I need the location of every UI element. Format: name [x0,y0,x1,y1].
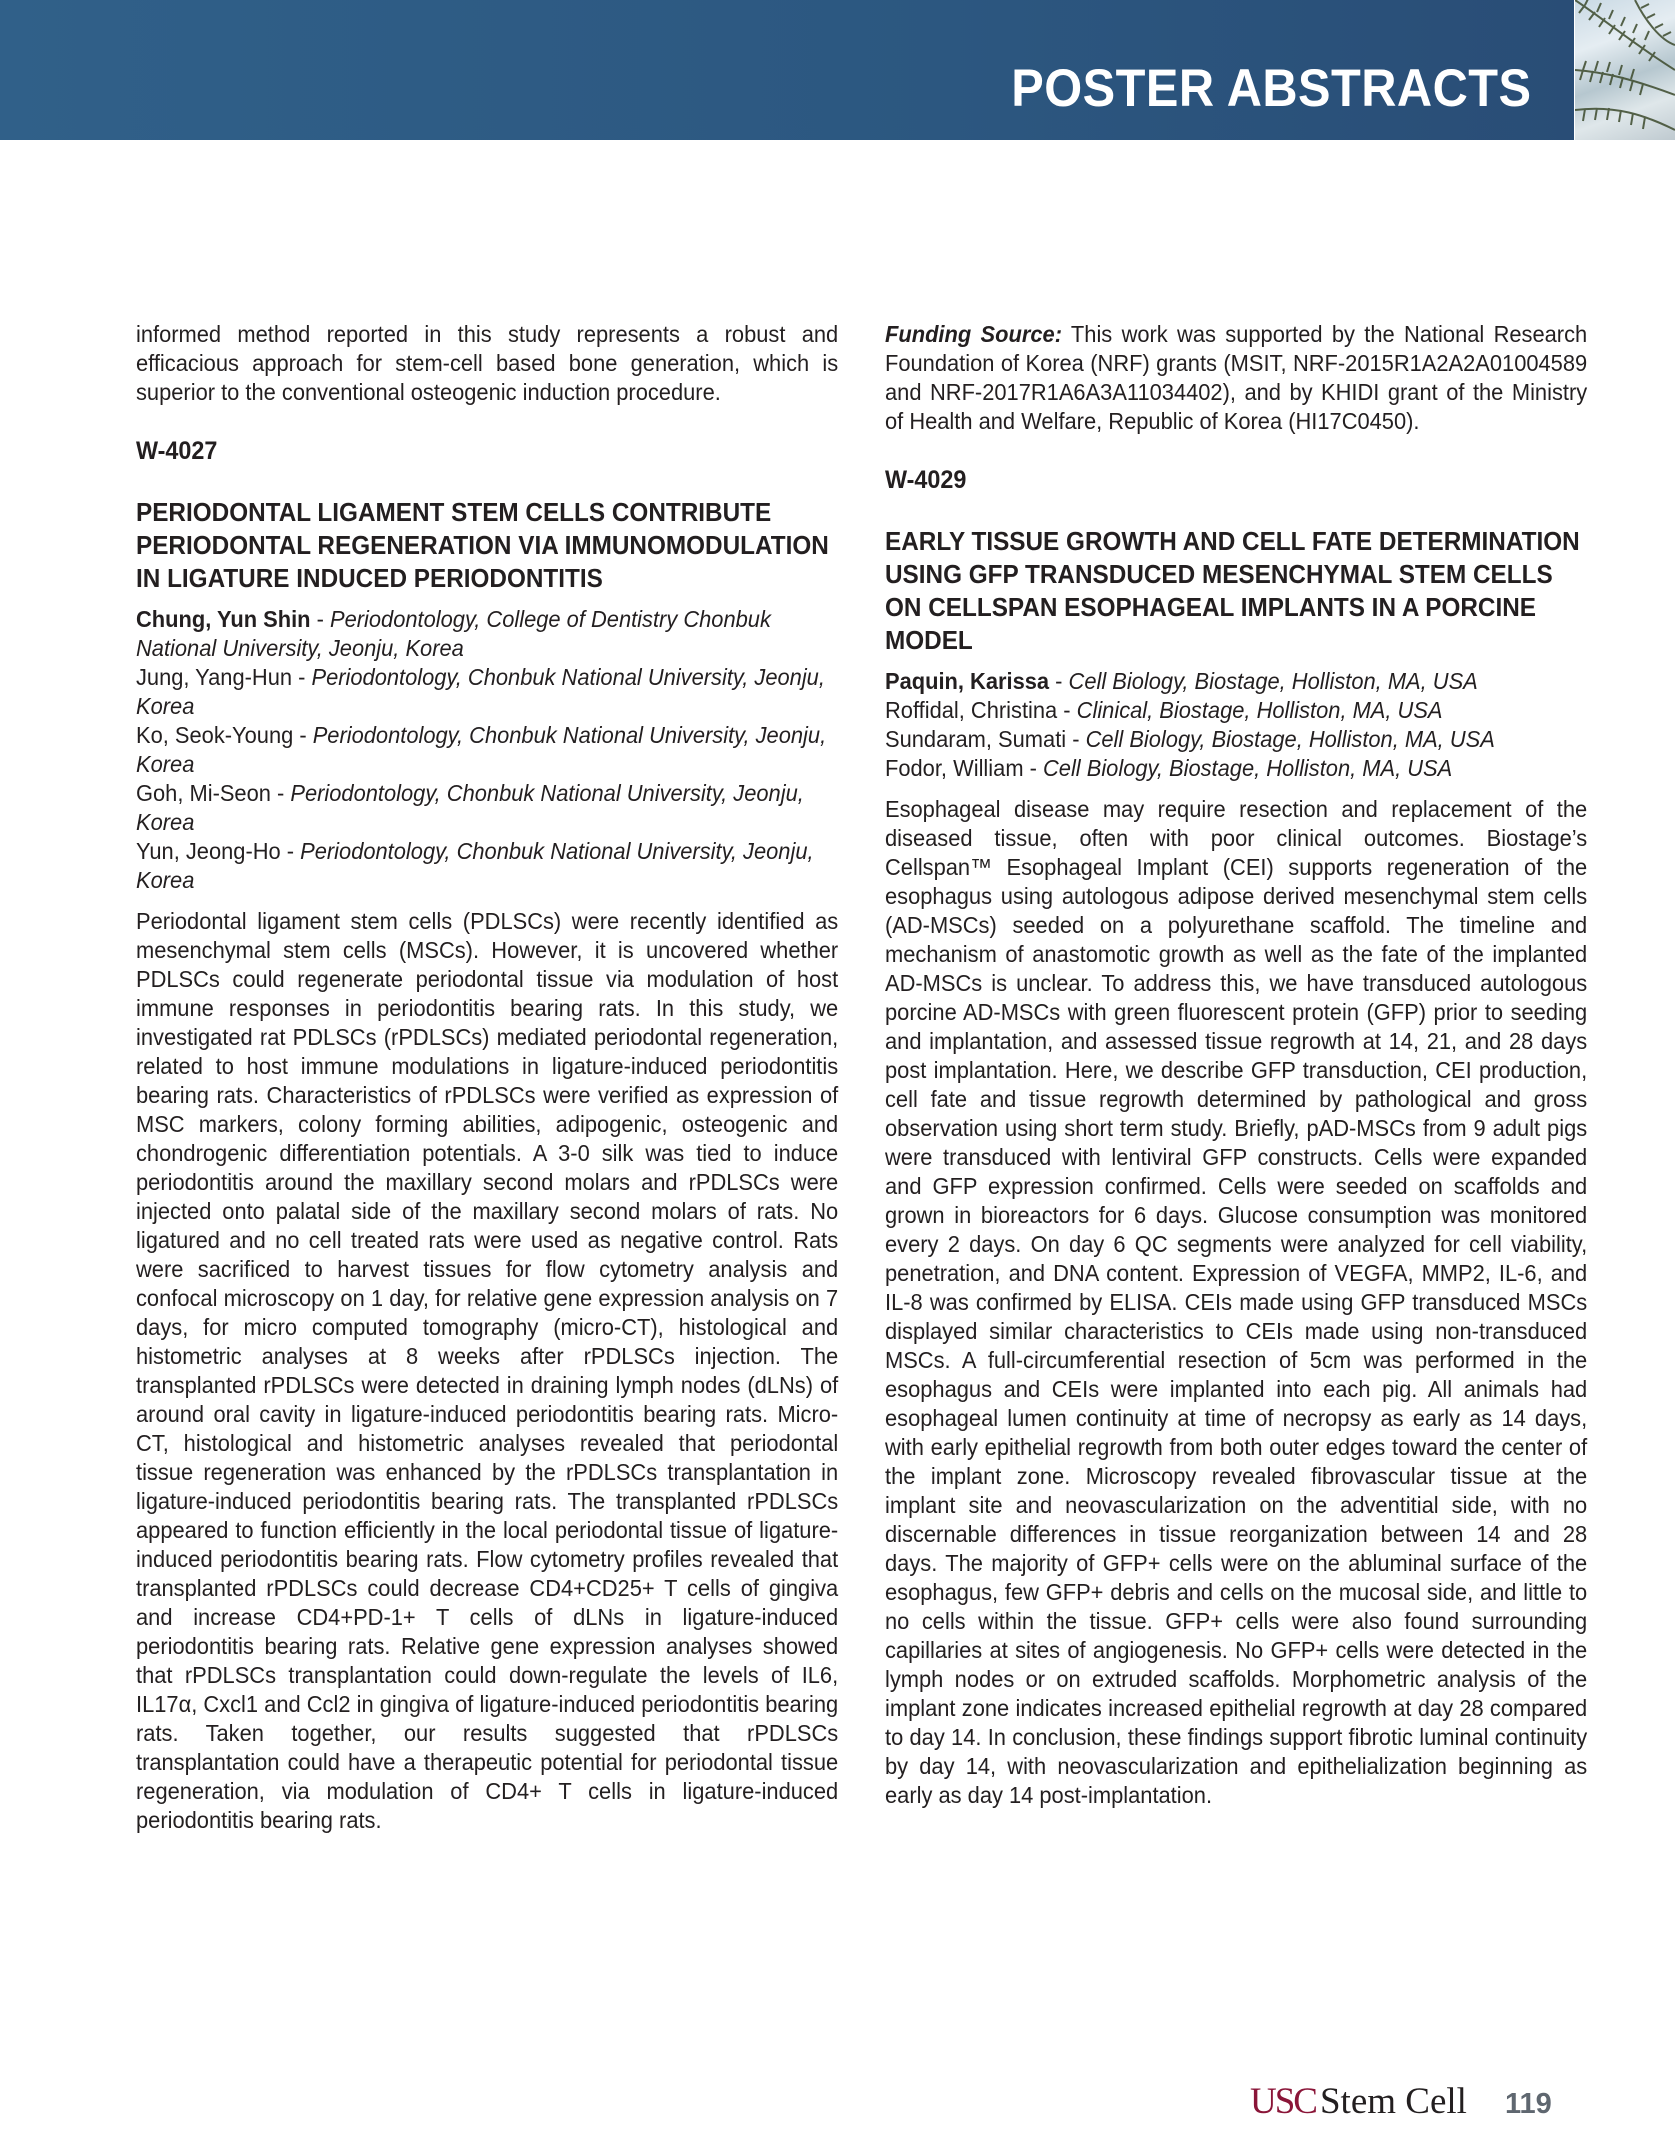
footer [1250,2080,1552,2120]
funding-label: Funding Source: [885,321,1062,347]
author-name: Goh, Mi-Seon [136,780,271,806]
author-name: Roffidal, Christina [885,697,1058,723]
author-separator: - [1057,697,1077,723]
author-affiliation: Periodontology, Chonbuk National University, Jeonju, Korea [136,780,804,835]
author-separator: - [293,722,313,748]
author-name: Fodor, William [885,755,1024,781]
author-list [136,605,838,895]
author-separator: - [1066,726,1086,752]
author-separator: - [280,838,301,864]
author-affiliation: Cell Biology, Biostage, Holliston, MA, USA [1068,668,1478,694]
continuation-text: informed method reported in this study represents a robust and efficacious approach for stem-cell based bone generation, which is superior to the conventional osteogenic induction procedure. [136,321,839,405]
usc-logo: USC [1250,2081,1316,2122]
author-affiliation: Periodontology, Chonbuk National University, Jeonju, Korea [136,838,814,893]
author-separator: - [1023,755,1043,781]
abstract-id: W-4027 [136,437,218,465]
author-entry [136,663,838,721]
author-entry [885,667,1587,696]
header-band [0,0,1574,140]
author-name: Ko, Seok-Young [136,722,294,748]
abstract-body: Esophageal disease may require resection and replacement of the diseased tissue, often with poor clinical outcomes. Biostage’s Cellspan™ Esophageal Implant (CEI) supports regeneration of the esophagus using autologous adipose derived mesenchymal stem cells (AD-MSCs) seeded on a polyurethane scaffold. The timeline and mechanism of anastomotic growth as well as the fate of the implanted AD-MSCs is unclear. To address this, we have transduced autologous porcine AD-MSCs with green fluorescent protein (GFP) prior to seeding and implantation, and assessed tissue regrowth at 14, 21, and 28 days post implantation. Here, we describe GFP transduction, CEI production, cell fate and tissue regrowth determined by pathological and gross observation using short term study. Briefly, pAD-MSCs from 9 adult pigs were transduced with lentiviral GFP constructs. Cells were expanded and GFP expression confirmed. Cells were seeded on scaffolds and grown in bioreactors for 6 days. Glucose consumption was monitored every 2 days. On day 6 QC segments were analyzed for cell viability, penetration, and DNA content. Expression of VEGFA, MMP2, IL-6, and IL-8 was confirmed by ELISA. CEIs made using GFP transduced MSCs displayed similar characteristics to CEIs made using non-transduced MSCs. A full-circumferential resection of 5cm was performed in the esophagus and CEIs were implanted into each pig. All animals had esophageal lumen continuity at time of necropsy as early as 14 days, with early epithelial regrowth from both outer edges toward the center of the implant zone. Microscopy revealed fibrovascular tissue at the implant site and neovascularization on the adventitial side, with no discernable differences in tissue reorganization between 14 and 28 days. The majority of GFP+ cells were on the abluminal surface of the esophagus, few GFP+ debris and cells on the mucosal side, and little to no cells within the tissue. GFP+ cells were also found surrounding capillaries at sites of angiogenesis. No GFP+ cells were detected in the lymph nodes or on extruded scaffolds. Morphometric analysis of the implant zone indicates increased epithelial regrowth at day 28 compared to day 14. In conclusion, these findings support fibrotic luminal continuity by day 14, with neovascularization and epithelialization beginning as early as day 14 post-implantation. [885,796,1588,1808]
stem-cell-logo-text: Stem Cell [1319,2081,1467,2122]
author-affiliation: Periodontology, College of Dentistry Chonbuk National University, Jeonju, Korea [136,606,771,661]
author-list [885,667,1587,783]
author-entry [885,696,1587,725]
author-entry [136,721,838,779]
abstract-body: Periodontal ligament stem cells (PDLSCs) were recently identified as mesenchymal stem cells (MSCs). However, it is uncovered whether PDLSCs could regenerate periodontal tissue via modulation of host immune responses in periodontitis bearing rats. In this study, we investigated rat PDLSCs (rPDLSCs) mediated periodontal regeneration, related to host immune modulations in ligature-induced periodontitis bearing rats. Characteristics of rPDLSCs were verified as expression of MSC markers, colony forming abilities, adipogenic, osteogenic and chondrogenic differentiation potentials. A 3-0 silk was tied to induce periodontitis around the maxillary second molars and rPDLSCs were injected onto palatal side of the maxillary second molars of rats. No ligatured and no cell treated rats were used as negative control. Rats were sacrificed to harvest tissues for flow cytometry analysis and confocal microscopy on 1 day, for relative gene expression analysis on 7 days, for micro computed tomography (micro-CT), histological and histometric analyses at 8 weeks after rPDLSCs injection. The transplanted rPDLSCs were detected in draining lymph nodes (dLNs) of around oral cavity in ligature-induced periodontitis bearing rats. Micro-CT, histological and histometric analyses revealed that periodontal tissue regeneration was enhanced by the rPDLSCs transplantation in ligature-induced periodontitis bearing rats. The transplanted rPDLSCs appeared to function efficiently in the local periodontal tissue of ligature-induced periodontitis bearing rats. Flow cytometry profiles revealed that transplanted rPDLSCs could decrease CD4+CD25+ T cells of gingiva and increase CD4+PD-1+ T cells of dLNs in ligature-induced periodontitis bearing rats. Relative gene expression analyses showed that rPDLSCs transplantation could down-regulate the levels of IL6, IL17α, Cxcl1 and Ccl2 in gingiva of ligature-induced periodontitis bearing rats. Taken together, our results suggested that rPDLSCs transplantation could have a therapeutic potential for periodontal tissue regeneration, via modulation of CD4+ T cells in ligature-induced periodontitis bearing rats. [136,908,839,1833]
author-entry [136,837,838,895]
funding-text: This work was supported by the National Research Foundation of Korea (NRF) grants (MSIT, NRF-2015R1A2A2A01004589 and NRF-2017R1A6A3A11034402), and by KHIDI grant of the Ministry of Health and Welfare, Republic of Korea (HI17C0450). [885,321,1588,434]
author-name: Yun, Jeong-Ho [136,838,281,864]
author-name: Sundaram, Sumati [885,726,1067,752]
author-name: Jung, Yang-Hun [136,664,293,690]
author-entry [136,779,838,837]
section-title: POSTER ABSTRACTS [1011,59,1532,118]
author-affiliation: Periodontology, Chonbuk National University, Jeonju, Korea [136,722,827,777]
author-entry [885,725,1587,754]
author-separator: - [1049,668,1069,694]
abstract-id: W-4029 [885,466,967,494]
author-name: Paquin, Karissa [885,668,1050,694]
author-entry [885,754,1587,783]
funding-source [885,320,1587,436]
left-column [136,320,838,1835]
author-entry [136,605,838,663]
author-affiliation: Cell Biology, Biostage, Holliston, MA, USA [1085,726,1495,752]
author-separator: - [292,664,312,690]
page-number: 119 [1504,2088,1552,2120]
abstract-title: PERIODONTAL LIGAMENT STEM CELLS CONTRIBUTE PERIODONTAL REGENERATION VIA IMMUNOMODULATION IN LIGATURE INDUCED PERIODONTITIS [136,497,829,593]
author-separator: - [270,780,291,806]
palm-tree-image [1575,0,1675,140]
author-separator: - [310,606,330,632]
author-affiliation: Cell Biology, Biostage, Holliston, MA, USA [1042,755,1453,781]
author-affiliation: Periodontology, Chonbuk National University, Jeonju, Korea [136,664,825,719]
right-column [885,320,1587,1810]
author-affiliation: Clinical, Biostage, Holliston, MA, USA [1076,697,1443,723]
abstract-title: EARLY TISSUE GROWTH AND CELL FATE DETERMINATION USING GFP TRANSDUCED MESENCHYMAL STEM CELLS ON CELLSPAN ESOPHAGEAL IMPLANTS IN A PORCINE MODEL [885,526,1580,655]
author-name: Chung, Yun Shin [136,606,311,632]
